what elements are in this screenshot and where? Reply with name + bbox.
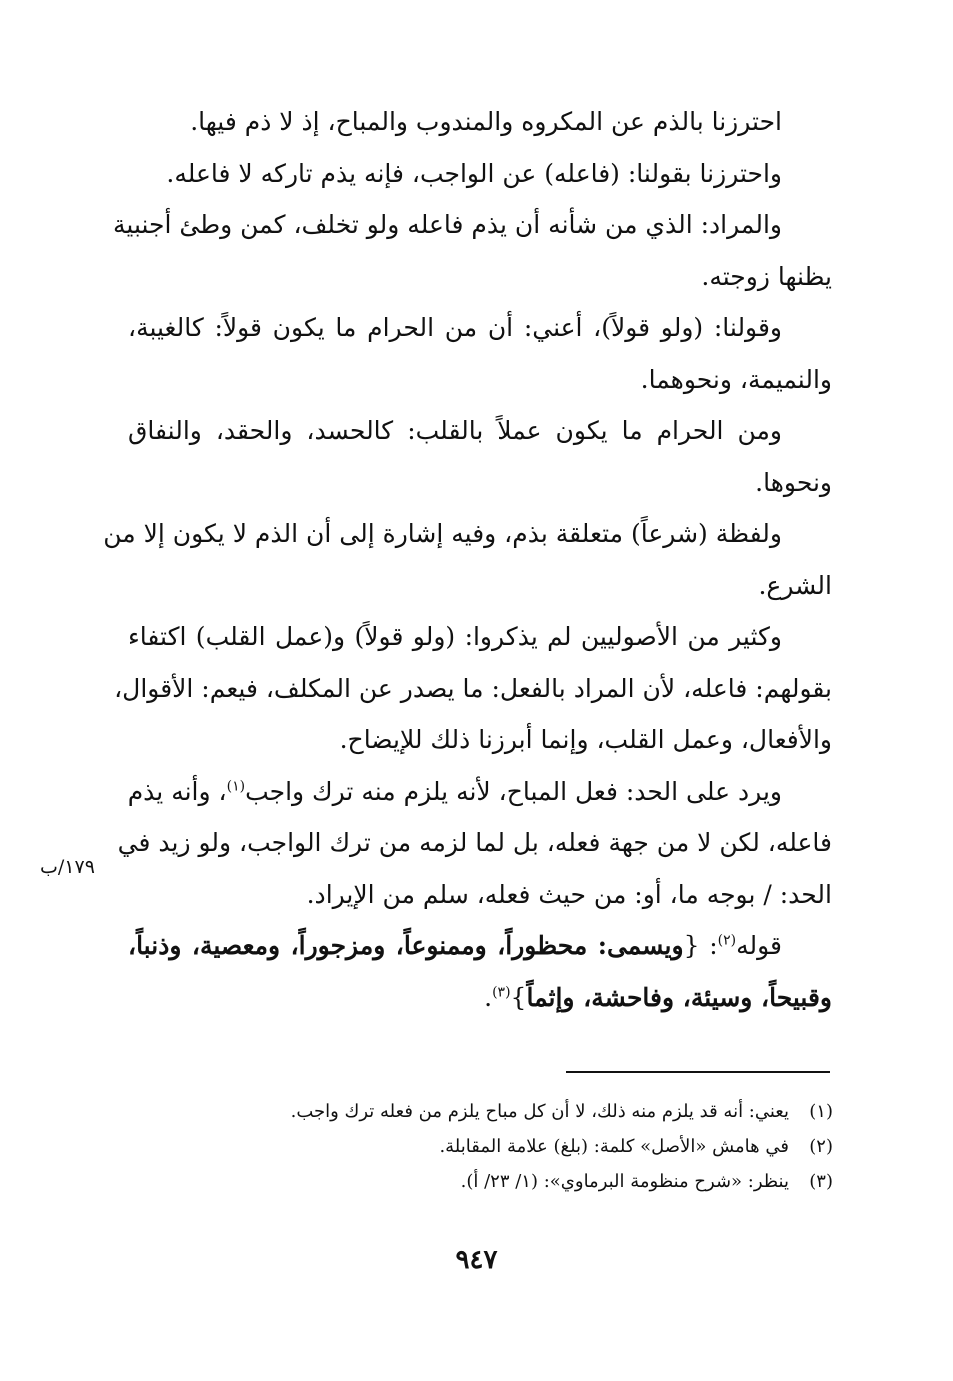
text-line: يظنها زوجته. (701, 261, 832, 291)
margin-folio-note: ١٧٩/ب (40, 856, 95, 878)
text-line: والمراد: الذي من شأنه أن يذم فاعله ولو تخلف، كمن وطئ أجنبية (113, 210, 782, 239)
line-text: قوله (736, 931, 783, 960)
quoted-text: وقبيحاً، وسيئة، وفاحشة، وإثماً (526, 982, 832, 1012)
quoted-text-line (128, 972, 832, 1024)
text-line: فاعله، لكن لا من جهة فعله، بل لما لزمه من ترك الواجب، ولو زيد في (117, 828, 832, 857)
footnote-ref-1: (١) (226, 778, 246, 795)
main-text-block (103, 96, 832, 1023)
text-line: ولفظة (شرعاً) متعلقة بذم، وفيه إشارة إلى أن الذم لا يكون إلا من (103, 519, 782, 548)
footnote-text: يعني: أنه قد يلزم منه ذلك، لا أن كل مباح يلزم من فعله ترك واجب. (290, 1101, 789, 1122)
line-text: ويرد على الحد: فعل المباح، لأنه يلزم منه ترك واجب (245, 776, 782, 806)
text-line: الشرع. (758, 570, 832, 600)
text-line: بقولهم: فاعله، لأن المراد بالفعل: ما يصدر عن المكلف، فيعم: الأقوال، (114, 673, 832, 703)
footnote-ref-3: (٣) (492, 984, 511, 1001)
footnote-number: (١) (809, 1101, 833, 1122)
footnote-number: (٢) (809, 1136, 833, 1157)
footnote-text: ينظر: «شرح منظومة البرماوي»: (١/ ٢٣/ أ). (460, 1171, 789, 1192)
page-number: ٩٤٧ (455, 1245, 498, 1275)
text-line: احترزنا بالذم عن المكروه والمندوب والمباح، إذ لا ذم فيها. (190, 107, 782, 136)
footnote-text: في هامش «الأصل» كلمة: (بلغ) علامة المقابلة. (439, 1136, 789, 1157)
footnote-separator (566, 1071, 830, 1073)
footnote (153, 1164, 833, 1199)
quoted-text-line (128, 920, 832, 972)
text-line: وقولنا: (ولو قولاً)، أعني: أن من الحرام ما يكون قولاً: كالغيبة، (128, 313, 782, 342)
text-line: والنميمة، ونحوهما. (640, 364, 832, 394)
text-line: ونحوها. (755, 467, 832, 497)
footnotes (153, 1094, 833, 1199)
quoted-text: ويسمى: محظوراً، وممنوعاً، ومزجوراً، ومعصية، وذنباً، (128, 931, 684, 960)
footnote (153, 1129, 833, 1164)
line-text: . (484, 982, 493, 1012)
line-text: : { (683, 931, 718, 960)
text-line: والأفعال، وعمل القلب، وإنما أبرزنا ذلك للإيضاح. (339, 725, 832, 754)
text-line-with-footnote-ref (128, 766, 832, 818)
text-line: واحترزنا بقولنا: (فاعله) عن الواجب، فإنه يذم تاركه لا فاعله. (166, 158, 782, 188)
footnote (153, 1094, 833, 1129)
footnote-number: (٣) (809, 1171, 833, 1192)
footnote-ref-2: (٢) (717, 932, 737, 949)
text-line: وكثير من الأصوليين لم يذكروا: (ولو قولاً) و(عمل القلب) اكتفاء (128, 622, 782, 651)
text-line: الحد: / بوجه ما، أو: من حيث فعله، سلم من الإيراد. (306, 879, 832, 909)
line-text: } (510, 982, 527, 1012)
text-line: ومن الحرام ما يكون عملاً بالقلب: كالحسد، والحقد، والنفاق (128, 416, 782, 445)
line-text: ، وأنه يذم (127, 776, 227, 806)
